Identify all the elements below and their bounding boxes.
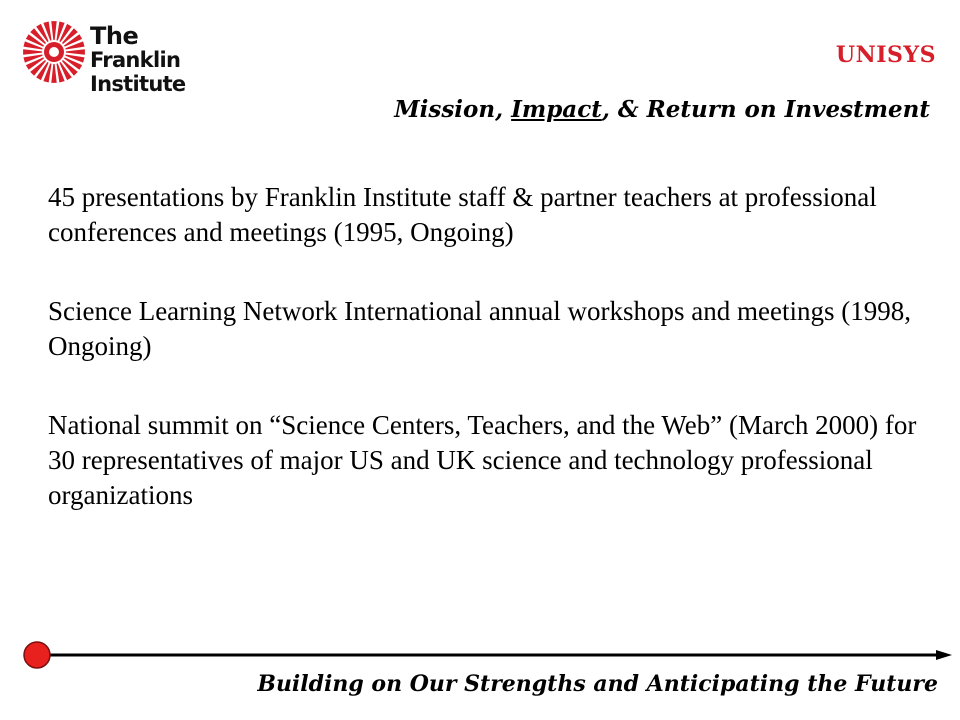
logo-line-franklin-institute: Franklin Institute xyxy=(90,48,186,96)
subtitle-underlined-word: Impact xyxy=(511,96,602,123)
logo-line-the: The xyxy=(90,22,139,50)
subtitle-part-1: Mission, xyxy=(394,96,512,123)
sunburst-ray xyxy=(66,49,85,54)
timeline-arrow xyxy=(22,640,952,670)
unisys-logo: UNISYS xyxy=(835,42,936,68)
body-paragraph-presentations: 45 presentations by Franklin Institute staff & partner teachers at professional conferences and meetings (1995, Ongoing) xyxy=(48,182,877,247)
franklin-institute-logo xyxy=(22,20,282,96)
slide-footer-tagline: Building on Our Strengths and Anticipating the Future xyxy=(257,671,938,697)
logo-wordmark xyxy=(90,24,282,96)
subtitle-part-2: , & Return on Investment xyxy=(601,96,930,123)
sunburst-icon xyxy=(22,20,86,84)
sunburst-ray xyxy=(23,49,42,54)
body-paragraph-national-summit: National summit on “Science Centers, Teachers, and the Web” (March 2000) for 30 representatives of major US and UK science and technology professional organizations xyxy=(48,410,917,510)
sunburst-ray xyxy=(51,64,56,83)
timeline-start-dot xyxy=(24,642,50,668)
sunburst-ray xyxy=(51,21,56,40)
body-paragraph-science-learning-network: Science Learning Network International annual workshops and meetings (1998, Ongoing) xyxy=(48,296,911,361)
timeline-arrowhead xyxy=(936,650,952,660)
slide-subtitle xyxy=(394,96,930,123)
slide-body xyxy=(48,180,928,557)
